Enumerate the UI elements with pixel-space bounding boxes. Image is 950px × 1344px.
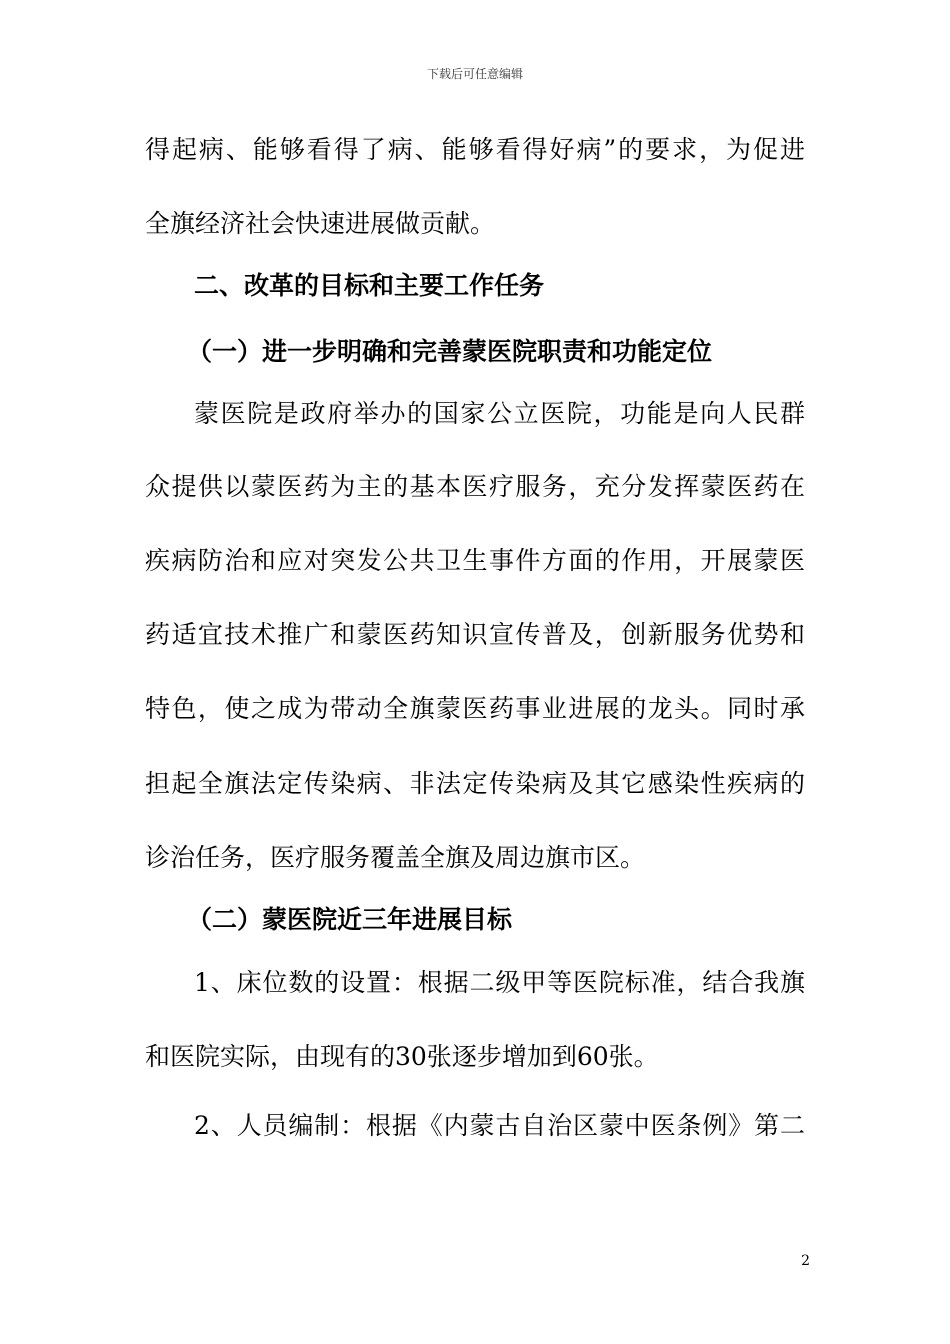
body-text-line: 蒙医院是政府举办的国家公立医院，功能是向人民群 — [194, 399, 805, 428]
body-text-line: 众提供以蒙医药为主的基本医疗服务，充分发挥蒙医药在 — [145, 472, 805, 501]
section-heading: 二、改革的目标和主要工作任务 — [194, 271, 545, 300]
page-number: 2 — [801, 1253, 810, 1269]
body-text-line: 疾病防治和应对突发公共卫生事件方面的作用，开展蒙医 — [145, 546, 805, 575]
body-text-line: 全旗经济社会快速进展做贡献。 — [145, 209, 496, 238]
body-text-line: 2、人员编制：根据《内蒙古自治区蒙中医条例》第二 — [194, 1111, 805, 1140]
body-text-line: 担起全旗法定传染病、非法定传染病及其它感染性疾病的 — [145, 769, 805, 798]
body-text-line: 诊治任务，医疗服务覆盖全旗及周边旗市区。 — [145, 843, 646, 872]
body-text-line: 得起病、能够看得了病、能够看得好病”的要求，为促进 — [145, 135, 805, 164]
page-header: 下载后可任意编辑 — [426, 67, 523, 81]
body-text-line: 药适宜技术推广和蒙医药知识宣传普及，创新服务优势和 — [145, 620, 805, 649]
subsection-heading: （一）进一步明确和完善蒙医院职责和功能定位 — [187, 337, 713, 366]
body-text-line: 1、床位数的设置：根据二级甲等医院标准，结合我旗 — [194, 968, 805, 997]
body-text-line: 和医院实际，由现有的30张逐步增加到60张。 — [145, 1042, 659, 1071]
subsection-heading: （二）蒙医院近三年进展目标 — [187, 905, 513, 934]
body-text-line: 特色，使之成为带动全旗蒙医药事业进展的龙头。同时承 — [145, 694, 805, 723]
